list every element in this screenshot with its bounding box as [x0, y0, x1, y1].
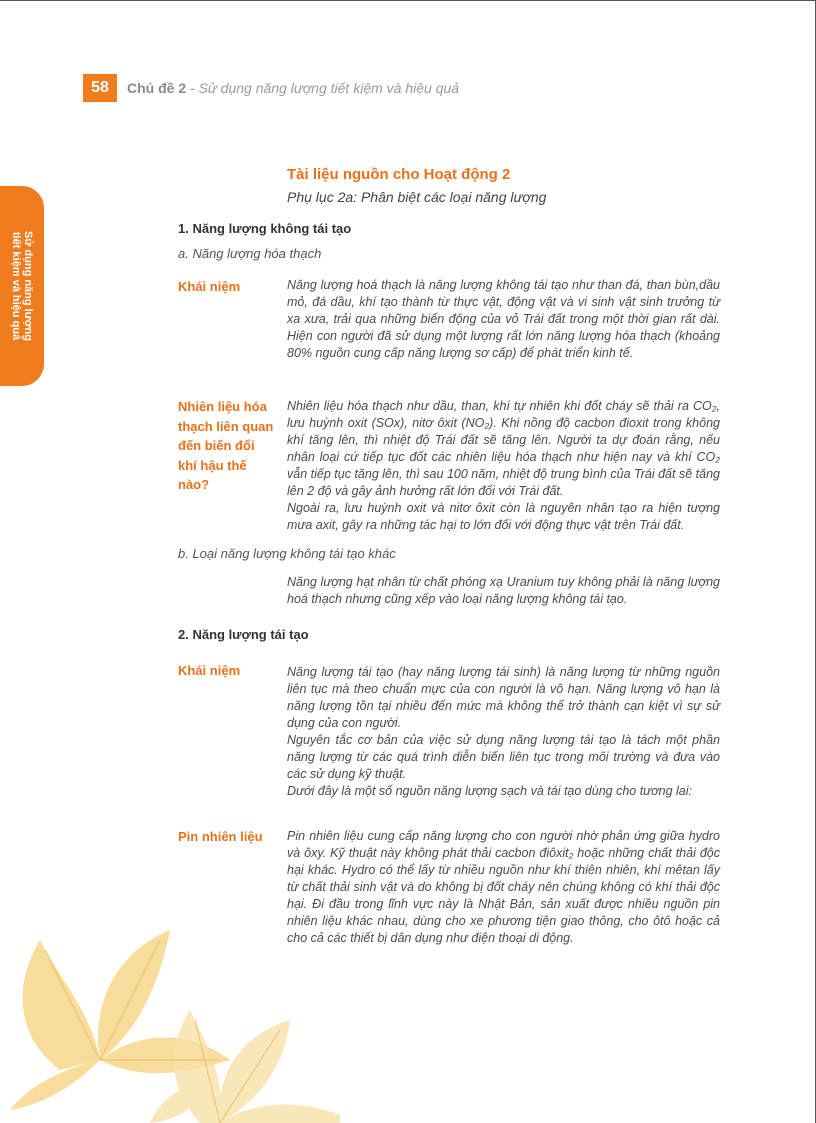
side-tab-line1: Sử dụng năng lượng [22, 231, 34, 341]
section1-sub-b: b. Loại năng lượng không tái tạo khác [178, 546, 396, 561]
header-topic: Chủ đề 2 [127, 80, 187, 96]
concept-text-2 [287, 664, 720, 800]
fossil-fuel-paragraph-1: Nhiên liệu hóa thạch như dầu, than, khí tự nhiên khi đốt cháy sẽ thải ra CO₂, lưu huỳnh oxit (SOx), nitơ ôxit (NO₂). Khi nồng độ cacbon đioxit trong không khí tăng lên, thì nhiệt độ Trái đất sẽ tăng lên. Người ta dự đoán rằng, nếu nhân loại cứ tiếp tục đốt các nhiên liệu hóa thạch như hiện nay và khí CO₂ vẫn tiếp tục tăng lên, thì sau 100 năm, nhiệt độ trung bình của Trái đất sẽ tăng lên 2 độ và gây ảnh hưởng rất lớn đối với Trái đất. [287, 399, 720, 498]
renewable-paragraph-3: Dưới đây là một số nguồn năng lượng sạch và tái tạo dùng cho tương lai: [287, 784, 693, 798]
section2-heading: 2. Năng lượng tái tạo [178, 627, 309, 642]
fossil-fuel-text [287, 398, 720, 534]
concept-term-1: Khái niệm [178, 279, 241, 294]
renewable-paragraph-1: Năng lượng tái tạo (hay năng lượng tái sinh) là năng lượng từ những nguồn liên tục mà theo chuẩn mực của con người là vô hạn. Năng lượng vô hạn là năng lượng tồn tại nhiều đến mức mà không thể trở thành cạn kiệt vì sự sử dụng của con người. [287, 665, 720, 730]
autumn-leaves-icon [0, 870, 340, 1123]
page-header [83, 74, 459, 102]
side-tab-label [10, 186, 34, 386]
fuel-cell-term: Pin nhiên liệu [178, 829, 263, 844]
fuel-cell-paragraph: Pin nhiên liệu cung cấp năng lượng cho con người nhờ phản ứng giữa hydro và ôxy. Kỹ thuật này không phát thải cacbon điôxit₂ hoặc những chất thải độc hại khác. Hydro có thể lấy từ nhiều nguồn như khí thiên nhiên, khí mêtan lấy từ chất thải sinh vật và do không bị đốt cháy nên chúng không có khí thải độc hại. Đi đầu trong lĩnh vực này là Nhật Bản, sản xuất được nhiều nguồn pin nhiên liệu khác nhau, dùng cho xe phương tiện giao thông, cho ôtô hoặc cả cho cả các thiết bị dân dụng như điện thoại di động. [287, 829, 720, 945]
fuel-cell-text [287, 828, 720, 947]
concept-term-2: Khái niệm [178, 663, 241, 678]
header-subtitle: - Sử dụng năng lượng tiết kiệm và hiệu quả [186, 80, 460, 96]
nuclear-paragraph: Năng lượng hạt nhân từ chất phóng xạ Uranium tuy không phải là năng lượng hoá thạch nhưng cũng xếp vào loại năng lượng không tái tạo. [287, 575, 720, 606]
concept-text-1 [287, 277, 720, 362]
renewable-paragraph-2: Nguyên tắc cơ bản của việc sử dụng năng lượng tái tạo là tách một phần năng lượng từ các quá trình diễn biến liên tục trong môi trường và đưa vào các sử dụng kỹ thuật. [287, 733, 720, 781]
page-number: 58 [83, 74, 117, 102]
nuclear-text [287, 574, 720, 608]
document-title: Tài liệu nguồn cho Hoạt động 2 [287, 166, 511, 183]
side-tab-line2: tiết kiệm và hiệu quả [10, 231, 22, 341]
section1-sub-a: a. Năng lượng hóa thạch [178, 246, 322, 261]
document-subtitle: Phụ lục 2a: Phân biệt các loại năng lượng [287, 189, 547, 205]
header-title [127, 80, 459, 96]
fossil-fuel-term: Nhiên liệu hóa thạch liên quan đến biến đổi khí hậu thế nào? [178, 399, 274, 492]
fossil-fuel-paragraph-2: Ngoài ra, lưu huỳnh oxit và nitơ ôxit còn là nguyên nhân tạo ra hiện tượng mưa axit, gây ra những tác hại to lớn đối với động thực vật trên Trái đất. [287, 501, 720, 532]
concept-paragraph-1: Năng lượng hoá thạch là năng lượng không tái tạo như than đá, than bùn,dầu mỏ, đá dầu, khí tạo thành từ thực vật, động vật và vi sinh vật sinh trưởng từ xa xưa, trải qua những biến động của vỏ Trái đất trong một thời gian rất dài. Hiện con người đã sử dụng một lượng rất lớn năng lượng hóa thạch (khoảng 80% nguồn cung cấp năng lượng sơ cấp) để phát triển kinh tế. [287, 278, 720, 360]
section1-heading: 1. Năng lượng không tái tạo [178, 221, 352, 236]
